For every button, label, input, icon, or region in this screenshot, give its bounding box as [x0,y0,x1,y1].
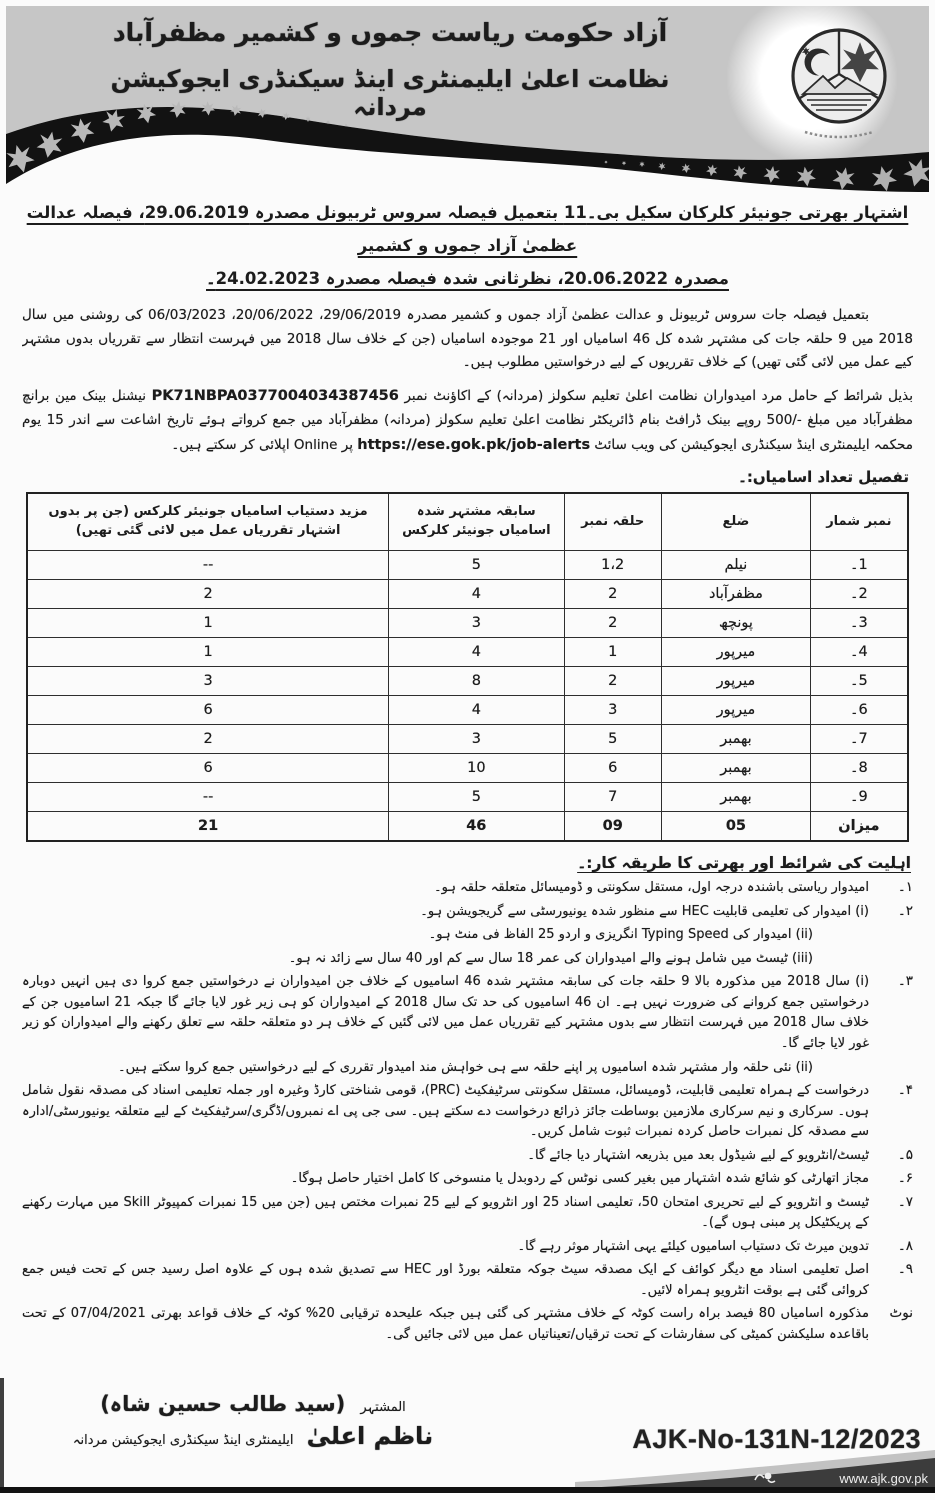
rule-number: ۲۔ [897,902,913,919]
list-item [22,1081,913,1143]
list-item [22,1169,913,1190]
cell-more: 2 [27,580,388,609]
cell-halqa: 6 [564,754,661,783]
cell-district: پونچھ [661,609,811,638]
vacancy-table-heading: تفصیل تعداد اسامیاں:۔ [738,468,909,487]
cell-prev: 4 [388,696,564,725]
eligibility-rules-list [22,878,913,1345]
table-row [27,667,907,696]
list-item [22,1193,913,1234]
rule-number: ۱۔ [897,879,913,896]
table-row [27,609,907,638]
note-text: مذکورہ اسامیاں 80 فیصد براہ راست کوٹہ کے خلاف مشتہر کی گئی ہیں جبکہ علیحدہ ترقیابی 20% کوٹہ کے خلاف قواعد بھرتی 07/04/2021 کے تحت باقاعدہ سلیکشن کمیٹی کی سفارشات کے تحت ترقیاں/تعیناتیاں عمل میں لائی جائیں گی۔ [22,1306,869,1342]
rule-number: ۶۔ [897,1170,913,1187]
note-label: نوٹ [889,1305,913,1322]
cell-total-label: میزان [811,812,908,842]
cell-serial: 5۔ [811,667,908,696]
col-additional-vacancies: مزید دستیاب اسامیاں جونیئر کلرکس (جن پر بدوں اشتہار تقرریاں عمل میں لائی گئی تھیں) [27,493,388,551]
table-row [27,783,907,812]
rule-text: درخواست کے ہمراہ تعلیمی قابلیت، ڈومیسائل، مستقل سکونتی سرٹیفکیٹ (PRC)، قومی شناختی کارڈ وغیرہ اور جملہ تعلیمی اسناد کی مصدقہ نقول شامل ہوں۔ سرکاری و نیم سرکاری ملازمین بوساطت جائز ذرائع درخواست دے سکتے ہیں۔ سی جی پی اے نمبروں/ڈگری/سرٹیفکیٹ کے لیے متعلقہ یونیورسٹی/ادارہ سے مصدقہ کل نمبرات حاصل کردہ نمبرات ثبوت شامل کریں۔ [22,1083,869,1140]
cell-serial: 3۔ [811,609,908,638]
list-item [22,972,913,1054]
rule-text: امیدوار ریاستی باشندہ درجہ اول، مستقل سکونتی و ڈومیسائل متعلقہ حلقہ ہو۔ [434,880,869,896]
cell-total-districts: 05 [661,812,811,842]
cell-total-more: 21 [27,812,388,842]
advert-title-line2: مصدرہ 20.06.2022، نظرثانی شدہ فیصلہ مصدرہ 24.02.2023۔ [206,269,729,288]
cell-prev: 10 [388,754,564,783]
rule-number: ۵۔ [897,1146,913,1163]
application-text-1: بذیل شرائط کے حامل مرد امیدواران نظامت اعلیٰ تعلیم سکولز (مردانہ) کے اکاؤنٹ نمبر [404,387,913,404]
cell-district: میرپور [661,696,811,725]
vacancy-table-header-row [27,493,907,551]
publisher-label: المشتہر [360,1400,406,1415]
cell-more: 1 [27,609,388,638]
rule-text: ٹیسٹ و انٹرویو کے لیے تحریری امتحان 50، تعلیمی اسناد 25 اور انٹرویو کے لیے 25 نمبرات مختص ہیں (جن میں 15 نمبرات کمپیوٹر Skill میں مہارت رکھنے کے پریکٹیکل پر مبنی ہوں گے)۔ [22,1194,869,1231]
rule-text: اصل تعلیمی اسناد مع دیگر کوائف کے ایک مصدقہ سیٹ جوکہ متعلقہ بورڈ اور HEC سے تصدیق شدہ ہوں کے علاوہ اصل رسید جس کے تحت فیس جمع کروائی گئی ہے بوقت انٹرویو ہمراہ لائیں۔ [22,1262,869,1298]
cell-district: بھمبر [661,754,811,783]
ajk-government-seal [771,8,907,158]
rule-number: ۹۔ [897,1261,913,1278]
cell-serial: 1۔ [811,551,908,580]
cell-district: بھمبر [661,783,811,812]
cell-prev: 5 [388,783,564,812]
rule-number: ۸۔ [897,1237,913,1254]
cell-district: بھمبر [661,725,811,754]
application-text-3: پر Online اپلائی کر سکتے ہیں۔ [171,436,353,453]
cell-total-halqas: 09 [564,812,661,842]
cell-serial: 6۔ [811,696,908,725]
bank-account-number: PK71NBPA0377004034387456 [151,387,399,404]
col-district: ضلع [661,493,811,551]
cell-more: 1 [27,638,388,667]
government-name: آزاد حکومت ریاست جموں و کشمیر مظفرآباد [112,18,668,47]
advert-body [22,196,913,1380]
list-item [22,1260,913,1301]
table-row [27,551,907,580]
list-item [22,949,913,970]
vacancy-table [26,492,908,842]
job-alerts-url: https://ese.gok.pk/job-alerts [357,436,591,453]
list-item [22,1146,913,1167]
rule-text: ٹیسٹ/انٹرویو کے لیے شیڈول بعد میں بذریعہ اشتہار دیا جائے گا۔ [527,1147,869,1163]
cell-prev: 5 [388,551,564,580]
cell-halqa: 5 [564,725,661,754]
letterhead [70,18,710,121]
advert-reference-number: AJK-No-131N-12/2023 [632,1424,921,1454]
col-halqa: حلقہ نمبر [564,493,661,551]
rule-text: (ii) امیدوار کی Typing Speed انگریزی و اردو 25 الفاظ فی منٹ ہو۔ [428,927,813,943]
rule-text: (i) امیدوار کی تعلیمی قابلیت HEC سے منظور شدہ یونیورسٹی سے گریجویشن ہو۔ [420,903,869,919]
table-row [27,754,907,783]
rule-text: (ii) نئی حلقہ وار مشتہر شدہ اسامیوں پر اپنے حلقہ سے ہی خواہش مند امیدوار تقرری کے لیے درخواستیں جمع کروا سکتے ہیں۔ [118,1059,813,1075]
list-item [22,878,913,899]
designation-title: ناظم اعلیٰ [306,1422,434,1450]
cell-more: -- [27,783,388,812]
table-row [27,638,907,667]
rule-text: (iii) ٹیسٹ میں شامل ہونے والے امیدواران کی عمر 18 سال سے کم اور 40 سال سے زائد نہ ہو۔ [288,950,813,966]
intro-paragraph: بتعمیل فیصلہ جات سروس ٹربیونل و عدالت عظمیٰ آزاد جموں و کشمیر مصدرہ 29/06/2019، 20/06/2022، 06/03/2023 کی روشنی میں سال 2018 میں 9 حلقہ جات کی مشتہر شدہ کل 46 اسامیاں اور 21 موجودہ اسامیاں (جن کے خلاف سال 2018 میں فہرست انتظار سے تقرریاں بدوں مشتہر کیے عمل میں لائی گئی تھیں) کے خلاف تقرریوں کے لیے درخواستیں مطلوب ہیں۔ [22,307,913,371]
cell-prev: 3 [388,609,564,638]
advert-title [22,196,913,295]
table-row [27,725,907,754]
rule-number: ۷۔ [897,1193,913,1210]
cell-more: 6 [27,696,388,725]
table-row [27,696,907,725]
cell-serial: 4۔ [811,638,908,667]
cell-district: میرپور [661,667,811,696]
rule-number [877,1058,913,1079]
cell-halqa: 1،2 [564,551,661,580]
cell-more: 2 [27,725,388,754]
col-serial: نمبر شمار [811,493,908,551]
seal-caption-squiggle [805,132,873,137]
cell-halqa: 1 [564,638,661,667]
cell-halqa: 3 [564,696,661,725]
application-text-2: نیشنل بینک مین برانچ مظفرآباد میں مبلغ ‎500/-‎ روپے بینک ڈرافٹ بنام ڈائریکٹر نظامت اعلیٰ تعلیم سکولز (مردانہ) مظفرآباد میں جمع کرواتے ہوئے تاریخ اشاعت سے اندر 15 یوم محکمہ ایلیمنٹری اینڈ سیکنڈری ایجوکیشن کی ویب سائٹ [22,387,913,453]
cell-halqa: 7 [564,783,661,812]
cell-serial: 8۔ [811,754,908,783]
cell-more: 3 [27,667,388,696]
col-previous-vacancies: سابقہ مشتہر شدہ اسامیاں جونیئر کلرکس [388,493,564,551]
cell-prev: 8 [388,667,564,696]
website-url: www.ajk.gov.pk [839,1471,928,1486]
cell-total-prev: 46 [388,812,564,842]
designation-department: ایلیمنٹری اینڈ سیکنڈری ایجوکیشن مردانہ [72,1433,294,1448]
list-item [22,902,913,923]
list-item [22,1058,913,1079]
list-item [22,1237,913,1258]
advert-title-line1: اشتہار بھرتی جونیئر کلرکان سکیل بی۔11 بتعمیل فیصلہ سروس ٹربیونل مصدرہ 29.06.2019، فیصلہ عدالت عظمیٰ آزاد جموں و کشمیر [26,203,909,255]
rule-text: (i) سال 2018 میں مذکورہ بالا 9 حلقہ جات کی سابقہ مشتہر شدہ 46 اسامیوں کے خلاف جن امیدواران نے درخواستیں جمع کروا دی ہیں انہیں دوبارہ درخواستیں جمع کروانے کی ضرورت نہیں ہے۔ ان 46 اسامیوں کی حد تک سال 2018 کے امیدواران کو ہی زیر غور لایا جائے گا جبکہ 21 اسامیوں جن کے خلاف سال 2018 میں فہرست انتظار سے بدوں مشتہر کیے تقرریاں عمل میں لائی گئیں کے خلاف ہر دو متعلقہ حلقہ سے تعلق رکھنے والے امیدواران کو زیر غور لایا جائے گا۔ [22,974,870,1051]
list-item [22,925,913,946]
rule-number [877,949,913,970]
cell-serial: 9۔ [811,783,908,812]
cell-prev: 4 [388,580,564,609]
footer-wave-band [0,1440,935,1500]
cell-prev: 4 [388,638,564,667]
cell-district: مظفرآباد [661,580,811,609]
cell-serial: 7۔ [811,725,908,754]
cell-district: میرپور [661,638,811,667]
eligibility-heading: اہلیت کی شرائط اور بھرتی کا طریقہ کار:۔ [577,854,911,873]
cell-more: -- [27,551,388,580]
cell-serial: 2۔ [811,580,908,609]
cell-halqa: 2 [564,580,661,609]
application-paragraph [22,384,913,458]
cell-more: 6 [27,754,388,783]
table-total-row [27,812,907,842]
note-item [22,1304,913,1345]
cell-prev: 3 [388,725,564,754]
signatory-name: (سید طالب حسین شاہ) [100,1392,346,1416]
cell-halqa: 2 [564,667,661,696]
footer-bottom-bar [0,1487,935,1493]
rule-number [877,925,913,946]
table-row [27,580,907,609]
directorate-name: نظامت اعلیٰ ایلیمنٹری اینڈ سیکنڈری ایجوکیشن مردانہ [110,65,670,121]
rule-text: مجاز اتھارٹی کو شائع شدہ اشتہار میں بغیر کسی نوٹس کے ردوبدل یا منسوخی کا کامل اختیار حاصل ہوگا۔ [290,1171,869,1187]
rule-number: ۴۔ [897,1082,913,1099]
cell-district: نیلم [661,551,811,580]
rule-number: ۳۔ [897,973,913,990]
cell-halqa: 2 [564,609,661,638]
rule-text: تدوین میرٹ تک دستیاب اسامیوں کیلئے یہی اشتہار موثر رہے گا۔ [517,1238,869,1254]
